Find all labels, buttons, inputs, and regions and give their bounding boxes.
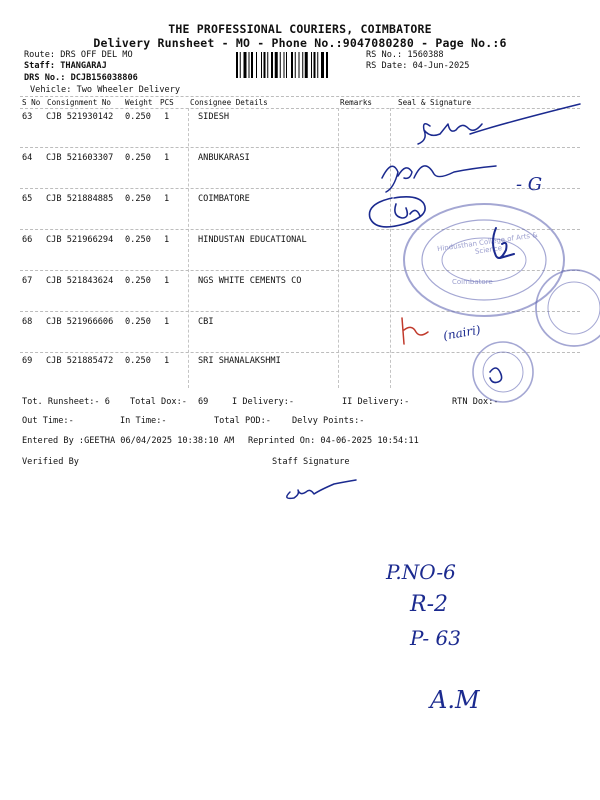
tot-runsheet: Tot. Runsheet:- 6 [22,397,110,407]
handwritten-initials: A.M [430,686,480,714]
row-pcs: 1 [164,356,170,366]
row-pcs: 1 [164,153,170,163]
runsheet-subtitle: Delivery Runsheet - MO - Phone No.:9047080280 - Page No.:6 [93,36,507,50]
rtn-dox: RTN Dox:- [452,397,499,407]
cement-seal-stamp [536,270,600,346]
row-pcs: 1 [164,317,170,327]
row-weight: 0.250 [125,153,151,163]
row-weight: 0.250 [125,356,151,366]
handwritten-page-no: P.NO-6 [386,560,456,584]
row-consignee: COIMBATORE [198,194,250,204]
row-weight: 0.250 [125,112,151,122]
row-consignment: CJB 521884885 [46,194,114,204]
col-remarks: Remarks [340,98,373,107]
row-consignee: SIDESH [198,112,230,122]
i-delivery: I Delivery:- [232,397,295,407]
verified-by: Verified By [22,457,79,467]
row-consignee: SRI SHANALAKSHMI [198,356,281,366]
vehicle-label: Vehicle: Two Wheeler Delivery [30,85,181,95]
row-sno: 64 [22,153,33,163]
round-seal-stamp [473,342,533,402]
signature-row-64 [382,166,496,192]
row-consignment: CJB 521966606 [46,317,114,327]
row-weight: 0.250 [125,235,151,245]
row-sno: 69 [22,356,33,366]
stamp-center-text: Coimbatore [452,278,493,286]
row-pcs: 1 [164,112,170,122]
row-sno: 67 [22,276,33,286]
company-title: THE PROFESSIONAL COURIERS, COIMBATORE [168,22,432,36]
signature-row-65 [369,197,425,227]
reprinted-on: Reprinted On: 04-06-2025 10:54:11 [248,436,419,446]
row64-mark: - G [516,174,543,195]
out-time: Out Time:- [22,416,74,426]
rs-date: RS Date: 04-Jun-2025 [366,61,470,71]
row-weight: 0.250 [125,194,151,204]
col-weight: Weight [125,98,153,107]
col-pcs: PCS [160,98,174,107]
col-consignee: Consignee Details [190,98,268,107]
row-pcs: 1 [164,235,170,245]
row-consignee: ANBUKARASI [198,153,250,163]
handwritten-r-value: R-2 [410,592,448,617]
row-sno: 68 [22,317,33,327]
row68-note: (nairi) [442,322,482,343]
row-pcs: 1 [164,194,170,204]
staff-signature-label: Staff Signature [272,457,350,467]
col-consignment: Consignment No [47,98,112,107]
row-consignee: CBI [198,317,214,327]
entered-by: Entered By :GEETHA 06/04/2025 10:38:10 AM [22,436,235,446]
row-consignment: CJB 521885472 [46,356,114,366]
rs-number: RS No.: 1560388 [366,50,444,60]
staff-signature-scribble [287,480,356,498]
row-sno: 63 [22,112,33,122]
total-dox-value: 69 [198,397,209,407]
col-sno: S No [22,98,41,107]
stamp-ring-text: Hindusthan College of Arts & Science [436,231,539,256]
in-time: In Time:- [120,416,167,426]
row-consignment: CJB 521930142 [46,112,114,122]
row-weight: 0.250 [125,317,151,327]
row-sno: 65 [22,194,33,204]
row-consignee: HINDUSTAN EDUCATIONAL [198,235,307,245]
row-weight: 0.250 [125,276,151,286]
college-seal-stamp [404,204,564,316]
drs-number: DRS No.: DCJB156038806 [24,73,138,83]
row-consignment: CJB 521843624 [46,276,114,286]
row68-red-mark [402,318,428,344]
row-pcs: 1 [164,276,170,286]
row-consignment: CJB 521603307 [46,153,114,163]
handwritten-p-value: P- 63 [410,626,461,650]
signature-row-69 [490,368,502,383]
row-consignee: NGS WHITE CEMENTS CO [198,276,302,286]
row-consignment: CJB 521966294 [46,235,114,245]
signature-row-63 [418,104,580,144]
staff-label: Staff: THANGARAJ [24,61,107,71]
ii-delivery: II Delivery:- [342,397,410,407]
total-dox-label: Total Dox:- [130,397,187,407]
route-label: Route: DRS OFF DEL MO [24,50,133,60]
row-sno: 66 [22,235,33,245]
total-pod: Total POD:- [214,416,271,426]
delvy-points: Delvy Points:- [292,416,365,426]
col-seal-signature: Seal & Signature [398,98,472,107]
